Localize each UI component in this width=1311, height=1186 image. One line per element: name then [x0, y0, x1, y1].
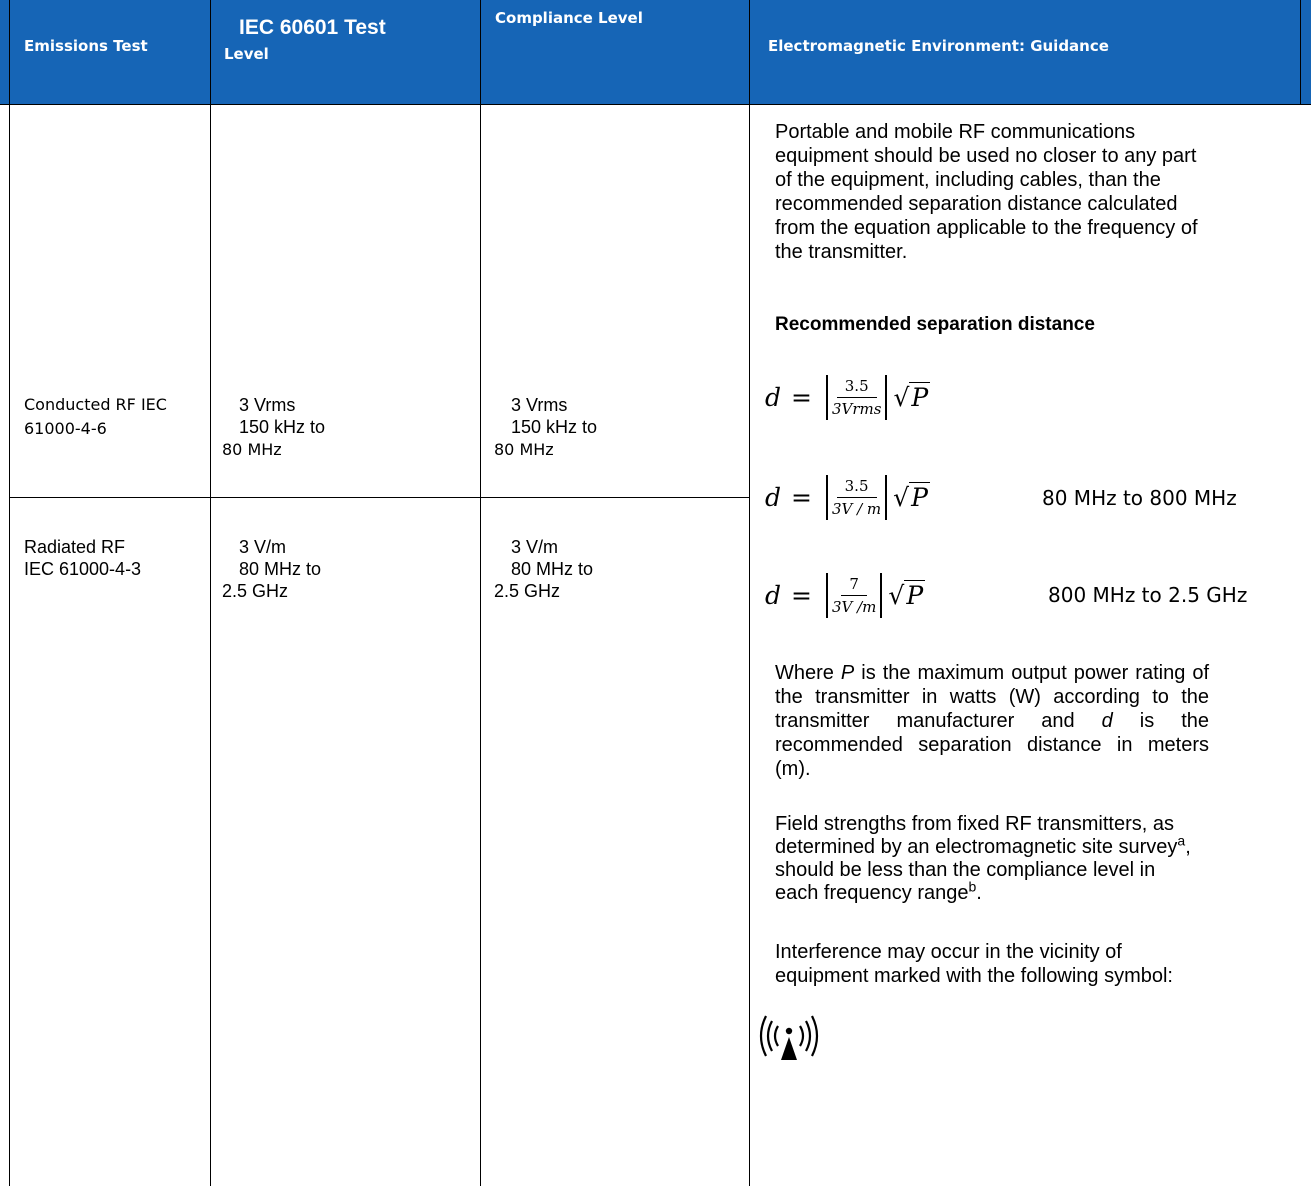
sqrt-symbol: √ [888, 580, 905, 610]
guidance-intro: Portable and mobile RF communications equipment should be used no closer to any part of the equipment, including cables, than the recommended separation distance calculated from the equation applicable to the frequency of the transmitter. [775, 121, 1198, 263]
row-divider [9, 497, 750, 498]
row2-iec-level-2: 80 MHz to [239, 559, 322, 579]
header-guidance: Electromagnetic Environment: Guidance [768, 37, 1109, 55]
formula-power: P [906, 581, 924, 610]
where-text-3: is the recommended separation distance in meters (m). [775, 710, 1209, 780]
formula-numerator: 3.5 [837, 377, 877, 398]
interference-paragraph: Interference may occur in the vicinity of equipment marked with the following symbol: [775, 941, 1173, 987]
field-text-2: , should be less than the compliance level in each frequency range [775, 836, 1191, 904]
header-emissions-test: Emissions Test [24, 37, 148, 55]
where-paragraph [775, 661, 1209, 781]
row1-iec-level-1: 3 Vrms [239, 395, 296, 415]
row2-test: Radiated RF IEC 61000-4-3 [24, 537, 142, 579]
field-text-1: Field strengths from fixed RF transmitters, as determined by an electromagnetic site survey [775, 813, 1178, 858]
formula-range-low: 80 MHz to 800 MHz [1042, 486, 1237, 510]
where-text-1: Where [775, 662, 841, 684]
formula-conducted [765, 362, 930, 432]
formula-numerator: 7 [841, 575, 867, 596]
non-ionizing-radiation-icon [758, 1010, 820, 1062]
row1-compliance-2: 150 kHz to [511, 417, 598, 437]
header-iec-level-line2: Level [224, 45, 269, 63]
header-iec-level-line1: IEC 60601 Test [239, 16, 386, 39]
column-divider-2 [480, 0, 481, 1186]
formula-power: P [911, 483, 928, 512]
row2-iec-level-1: 3 V/m [239, 537, 287, 557]
formula-denominator: 3V /m [831, 597, 877, 616]
table-border-left [9, 0, 10, 1186]
formula-numerator: 3.5 [837, 477, 877, 498]
formula-equals: = [791, 382, 812, 412]
sqrt-symbol: √ [893, 482, 910, 512]
formula-fraction [826, 573, 882, 618]
separation-distance-heading: Recommended separation distance [775, 314, 1095, 335]
formula-fraction [826, 375, 887, 420]
row1-iec-level-3: 80 MHz [222, 440, 282, 459]
where-var-d: d [1101, 710, 1113, 732]
formula-power: P [911, 383, 929, 412]
formula-equals: = [791, 580, 812, 610]
row2-compliance-3: 2.5 GHz [494, 581, 561, 601]
field-text-3: . [976, 882, 982, 904]
column-divider-3 [749, 0, 750, 1186]
formula-range-high: 800 MHz to 2.5 GHz [1048, 583, 1248, 607]
row1-iec-level-2: 150 kHz to [239, 417, 326, 437]
footnote-b: b [968, 878, 977, 895]
formula-equals: = [791, 482, 812, 512]
where-var-p: P [840, 662, 855, 684]
row2-compliance-2: 80 MHz to [511, 559, 594, 579]
formula-fraction [826, 475, 887, 520]
formula-var: d [765, 580, 782, 610]
formula-var: d [765, 382, 782, 412]
formula-denominator: 3V / m [831, 499, 882, 518]
formula-denominator: 3Vrms [831, 399, 882, 418]
header-compliance-level: Compliance Level [495, 9, 643, 27]
field-strength-paragraph [775, 813, 1191, 905]
column-divider-1 [210, 0, 211, 1186]
formula-radiated-low [765, 462, 930, 532]
formula-radiated-high [765, 560, 925, 630]
row2-compliance-1: 3 V/m [511, 537, 559, 557]
table-border-right [1300, 0, 1301, 105]
footnote-a: a [1177, 832, 1186, 849]
row1-compliance-3: 80 MHz [494, 440, 554, 459]
sqrt-symbol: √ [893, 382, 910, 412]
formula-var: d [765, 482, 782, 512]
header-bottom-border [9, 104, 1301, 105]
row1-test: Conducted RF IEC 61000-4-6 [24, 395, 167, 438]
table-header [0, 0, 1311, 105]
row1-compliance-1: 3 Vrms [511, 395, 568, 415]
where-text-2: is the maximum output power rating of the transmitter in watts (W) according to the transmitter manufacturer and [775, 662, 1209, 732]
row2-iec-level-3: 2.5 GHz [222, 581, 289, 601]
